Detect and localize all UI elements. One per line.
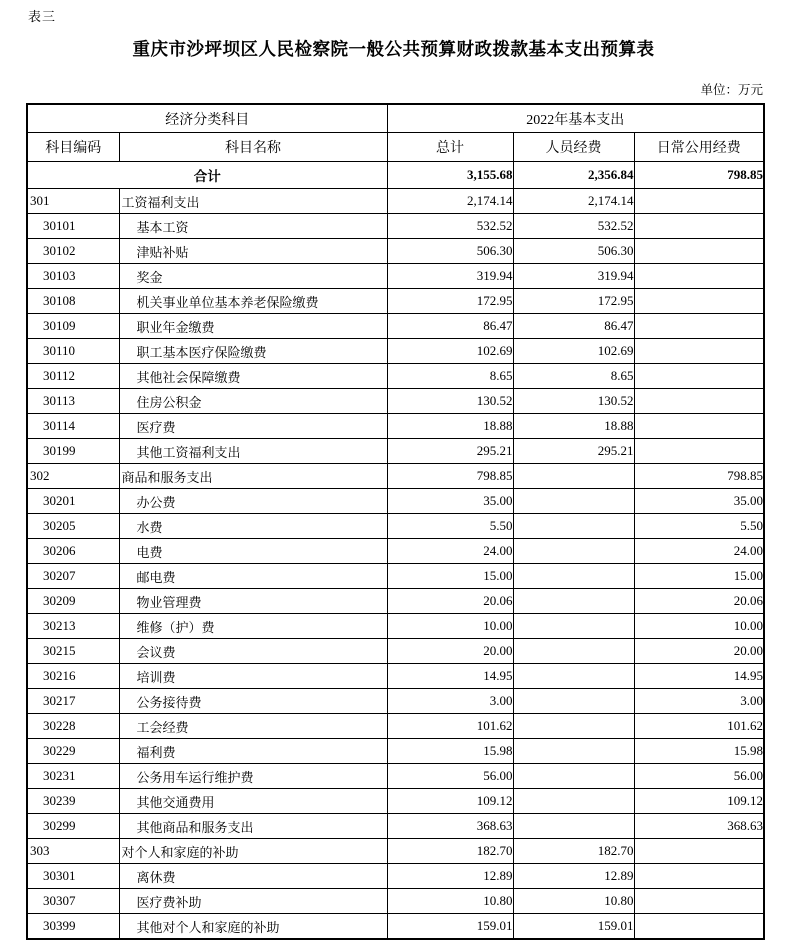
table-row [27, 889, 764, 914]
daily-cell: 20.00 [634, 639, 764, 664]
personnel-cell [513, 564, 634, 589]
daily-cell [634, 314, 764, 339]
daily-cell: 798.85 [634, 464, 764, 489]
grand-total-personnel-cell: 2,356.84 [513, 162, 634, 189]
subject-code-cell: 30299 [27, 814, 119, 839]
subject-name-cell: 医疗费补助 [119, 889, 387, 914]
subject-name-cell: 水费 [119, 514, 387, 539]
subject-name-cell: 电费 [119, 539, 387, 564]
subject-code-cell: 30207 [27, 564, 119, 589]
subject-name-cell: 工资福利支出 [119, 189, 387, 214]
daily-cell: 10.00 [634, 614, 764, 639]
subject-name-cell: 办公费 [119, 489, 387, 514]
total-cell: 15.00 [387, 564, 513, 589]
daily-cell [634, 839, 764, 864]
table-row [27, 914, 764, 940]
total-cell: 295.21 [387, 439, 513, 464]
daily-cell: 368.63 [634, 814, 764, 839]
table-row [27, 239, 764, 264]
personnel-cell [513, 739, 634, 764]
header-group-expenditure: 2022年基本支出 [387, 104, 764, 133]
table-row [27, 664, 764, 689]
subject-code-cell: 30109 [27, 314, 119, 339]
subject-code-cell: 30114 [27, 414, 119, 439]
table-row [27, 464, 764, 489]
subject-code-cell: 30239 [27, 789, 119, 814]
subject-code-cell: 30102 [27, 239, 119, 264]
total-cell: 12.89 [387, 864, 513, 889]
personnel-cell [513, 814, 634, 839]
column-header-daily: 日常公用经费 [634, 133, 764, 162]
grand-total-daily-cell: 798.85 [634, 162, 764, 189]
subject-name-cell: 住房公积金 [119, 389, 387, 414]
subject-code-cell: 30216 [27, 664, 119, 689]
total-cell: 2,174.14 [387, 189, 513, 214]
table-row [27, 614, 764, 639]
total-cell: 130.52 [387, 389, 513, 414]
table-row [27, 439, 764, 464]
personnel-cell: 130.52 [513, 389, 634, 414]
corner-label: 表三 [28, 9, 57, 24]
subject-code-cell: 30301 [27, 864, 119, 889]
subject-code-cell: 30228 [27, 714, 119, 739]
subject-code-cell: 30399 [27, 914, 119, 940]
daily-cell [634, 414, 764, 439]
daily-cell: 101.62 [634, 714, 764, 739]
daily-cell: 20.06 [634, 589, 764, 614]
column-header-code: 科目编码 [27, 133, 119, 162]
personnel-cell: 102.69 [513, 339, 634, 364]
subject-name-cell: 津贴补贴 [119, 239, 387, 264]
personnel-cell [513, 689, 634, 714]
subject-name-cell: 其他社会保障缴费 [119, 364, 387, 389]
subject-name-cell: 公务接待费 [119, 689, 387, 714]
personnel-cell [513, 514, 634, 539]
subject-name-cell: 维修（护）费 [119, 614, 387, 639]
personnel-cell [513, 664, 634, 689]
daily-cell [634, 239, 764, 264]
total-cell: 35.00 [387, 489, 513, 514]
total-cell: 172.95 [387, 289, 513, 314]
subject-code-cell: 30215 [27, 639, 119, 664]
total-cell: 798.85 [387, 464, 513, 489]
personnel-cell [513, 789, 634, 814]
table-row [27, 764, 764, 789]
total-cell: 368.63 [387, 814, 513, 839]
subject-code-cell: 301 [27, 189, 119, 214]
subject-code-cell: 30199 [27, 439, 119, 464]
table-row [27, 189, 764, 214]
daily-cell [634, 889, 764, 914]
daily-cell [634, 339, 764, 364]
daily-cell: 15.00 [634, 564, 764, 589]
personnel-cell [513, 614, 634, 639]
header-group-row [27, 104, 764, 133]
subject-code-cell: 30112 [27, 364, 119, 389]
personnel-cell [513, 639, 634, 664]
daily-cell [634, 389, 764, 414]
personnel-cell [513, 764, 634, 789]
table-row [27, 389, 764, 414]
column-header-name: 科目名称 [119, 133, 387, 162]
daily-cell: 56.00 [634, 764, 764, 789]
daily-cell [634, 264, 764, 289]
table-row [27, 864, 764, 889]
table-row [27, 214, 764, 239]
daily-cell: 3.00 [634, 689, 764, 714]
subject-name-cell: 职业年金缴费 [119, 314, 387, 339]
daily-cell: 35.00 [634, 489, 764, 514]
subject-name-cell: 福利费 [119, 739, 387, 764]
subject-code-cell: 30113 [27, 389, 119, 414]
subject-name-cell: 奖金 [119, 264, 387, 289]
total-cell: 182.70 [387, 839, 513, 864]
table-row [27, 314, 764, 339]
subject-name-cell: 基本工资 [119, 214, 387, 239]
subject-code-cell: 30108 [27, 289, 119, 314]
column-header-personnel: 人员经费 [513, 133, 634, 162]
subject-name-cell: 离休费 [119, 864, 387, 889]
table-row [27, 789, 764, 814]
total-cell: 20.06 [387, 589, 513, 614]
table-row [27, 639, 764, 664]
subject-code-cell: 30103 [27, 264, 119, 289]
total-cell: 86.47 [387, 314, 513, 339]
daily-cell [634, 914, 764, 940]
personnel-cell: 8.65 [513, 364, 634, 389]
subject-code-cell: 30110 [27, 339, 119, 364]
personnel-cell: 182.70 [513, 839, 634, 864]
total-cell: 506.30 [387, 239, 513, 264]
total-cell: 102.69 [387, 339, 513, 364]
subject-name-cell: 医疗费 [119, 414, 387, 439]
subject-code-cell: 30307 [27, 889, 119, 914]
subject-name-cell: 物业管理费 [119, 589, 387, 614]
total-cell: 8.65 [387, 364, 513, 389]
personnel-cell: 295.21 [513, 439, 634, 464]
total-cell: 159.01 [387, 914, 513, 940]
subject-code-cell: 303 [27, 839, 119, 864]
personnel-cell: 532.52 [513, 214, 634, 239]
personnel-cell: 2,174.14 [513, 189, 634, 214]
personnel-cell: 18.88 [513, 414, 634, 439]
table-row [27, 739, 764, 764]
personnel-cell [513, 464, 634, 489]
daily-cell [634, 864, 764, 889]
subject-name-cell: 其他对个人和家庭的补助 [119, 914, 387, 940]
personnel-cell: 172.95 [513, 289, 634, 314]
table-row [27, 689, 764, 714]
table-row [27, 339, 764, 364]
grand-total-total-cell: 3,155.68 [387, 162, 513, 189]
subject-code-cell: 30213 [27, 614, 119, 639]
subject-name-cell: 机关事业单位基本养老保险缴费 [119, 289, 387, 314]
subject-code-cell: 302 [27, 464, 119, 489]
daily-cell: 109.12 [634, 789, 764, 814]
subject-name-cell: 会议费 [119, 639, 387, 664]
personnel-cell: 86.47 [513, 314, 634, 339]
subject-name-cell: 商品和服务支出 [119, 464, 387, 489]
personnel-cell: 506.30 [513, 239, 634, 264]
table-row [27, 539, 764, 564]
table-row [27, 814, 764, 839]
total-cell: 101.62 [387, 714, 513, 739]
total-cell: 15.98 [387, 739, 513, 764]
unit-label: 单位：万元 [700, 83, 763, 97]
total-cell: 24.00 [387, 539, 513, 564]
table-row [27, 514, 764, 539]
subject-code-cell: 30217 [27, 689, 119, 714]
subject-name-cell: 其他工资福利支出 [119, 439, 387, 464]
total-cell: 532.52 [387, 214, 513, 239]
total-cell: 18.88 [387, 414, 513, 439]
total-cell: 10.80 [387, 889, 513, 914]
personnel-cell [513, 489, 634, 514]
table-row [27, 839, 764, 864]
subject-code-cell: 30101 [27, 214, 119, 239]
daily-cell [634, 189, 764, 214]
total-cell: 10.00 [387, 614, 513, 639]
daily-cell [634, 364, 764, 389]
subject-code-cell: 30206 [27, 539, 119, 564]
personnel-cell: 10.80 [513, 889, 634, 914]
subject-code-cell: 30205 [27, 514, 119, 539]
personnel-cell: 12.89 [513, 864, 634, 889]
total-cell: 14.95 [387, 664, 513, 689]
header-group-subject: 经济分类科目 [27, 104, 387, 133]
subject-name-cell: 其他交通费用 [119, 789, 387, 814]
total-cell: 5.50 [387, 514, 513, 539]
budget-table [26, 103, 765, 940]
table-row [27, 489, 764, 514]
personnel-cell: 159.01 [513, 914, 634, 940]
daily-cell: 14.95 [634, 664, 764, 689]
table-row [27, 414, 764, 439]
total-cell: 319.94 [387, 264, 513, 289]
personnel-cell [513, 589, 634, 614]
subject-code-cell: 30229 [27, 739, 119, 764]
total-cell: 3.00 [387, 689, 513, 714]
table-row [27, 364, 764, 389]
subject-name-cell: 工会经费 [119, 714, 387, 739]
page-title: 重庆市沙坪坝区人民检察院一般公共预算财政拨款基本支出预算表 [132, 39, 655, 59]
daily-cell: 24.00 [634, 539, 764, 564]
daily-cell [634, 439, 764, 464]
subject-name-cell: 职工基本医疗保险缴费 [119, 339, 387, 364]
daily-cell [634, 289, 764, 314]
subject-name-cell: 公务用车运行维护费 [119, 764, 387, 789]
grand-total-label: 合计 [27, 162, 387, 189]
personnel-cell [513, 714, 634, 739]
subject-name-cell: 其他商品和服务支出 [119, 814, 387, 839]
header-columns-row [27, 133, 764, 162]
table-row [27, 564, 764, 589]
grand-total-row [27, 162, 764, 189]
subject-name-cell: 邮电费 [119, 564, 387, 589]
table-row [27, 589, 764, 614]
daily-cell [634, 214, 764, 239]
table-row [27, 264, 764, 289]
personnel-cell [513, 539, 634, 564]
total-cell: 20.00 [387, 639, 513, 664]
subject-code-cell: 30209 [27, 589, 119, 614]
subject-name-cell: 培训费 [119, 664, 387, 689]
daily-cell: 5.50 [634, 514, 764, 539]
table-row [27, 714, 764, 739]
column-header-total: 总计 [387, 133, 513, 162]
daily-cell: 15.98 [634, 739, 764, 764]
total-cell: 56.00 [387, 764, 513, 789]
personnel-cell: 319.94 [513, 264, 634, 289]
total-cell: 109.12 [387, 789, 513, 814]
subject-code-cell: 30231 [27, 764, 119, 789]
table-row [27, 289, 764, 314]
subject-name-cell: 对个人和家庭的补助 [119, 839, 387, 864]
subject-code-cell: 30201 [27, 489, 119, 514]
